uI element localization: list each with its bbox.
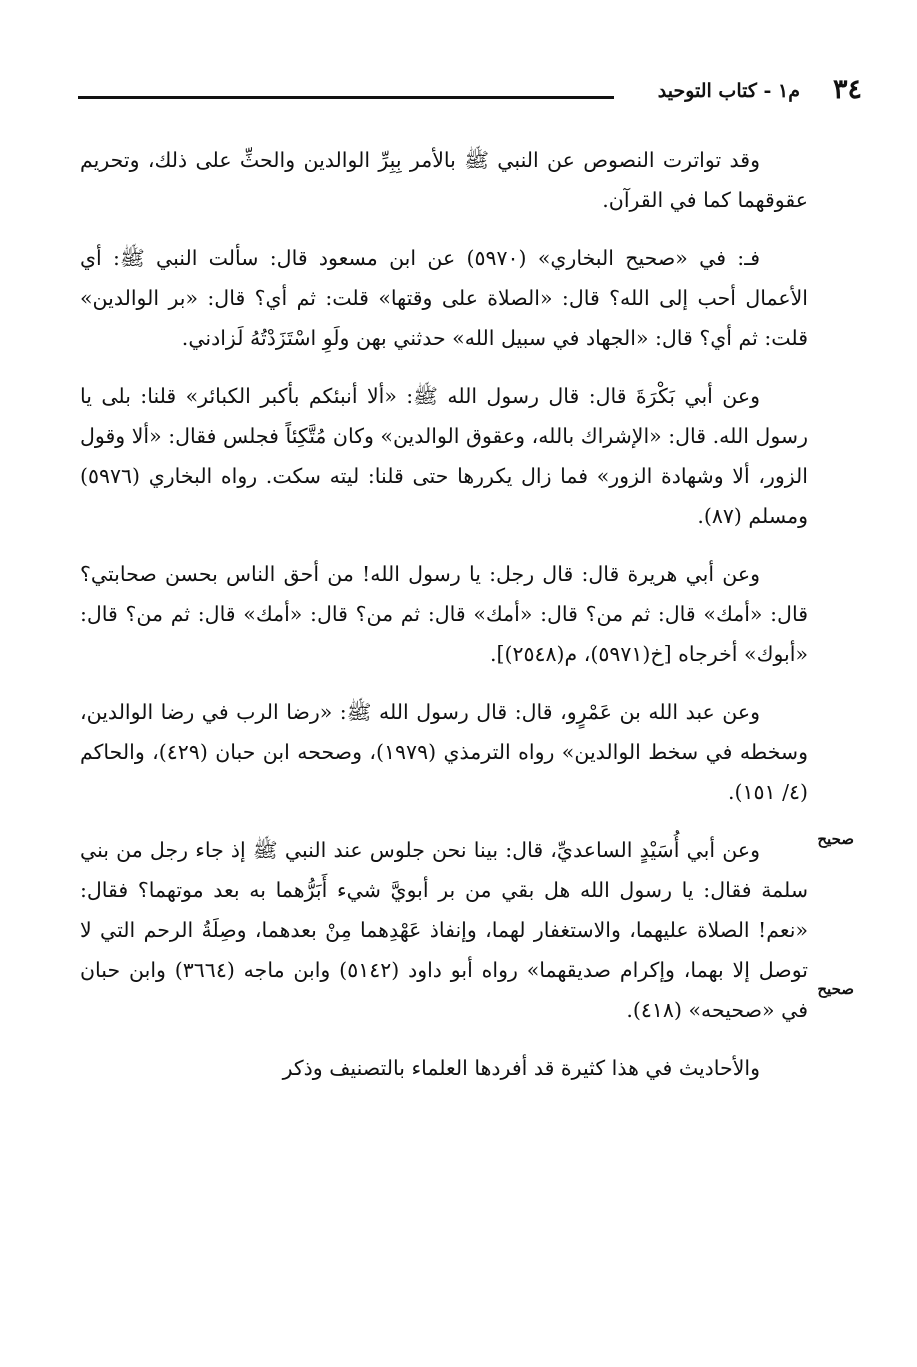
paragraph: فـ: في «صحيح البخاري» (٥٩٧٠) عن ابن مسعود قال: سألت النبي ﷺ: أي الأعمال أحب إلى الله؟ قال: «الصلاة على وقتها» قلت: ثم أي؟ قال: «بر الوالدين» قلت: ثم أي؟ قال: «الجهاد في سبيل الله» حدثني بهن ولَوِ اسْتَزَدْتُهُ لَزادني. xyxy=(80,246,808,350)
running-title: م١ - كتاب التوحيد xyxy=(657,80,800,102)
page-number: ٣٤ xyxy=(832,74,862,105)
paragraph: وعن أبي بَكْرَةَ قال: قال رسول الله ﷺ: «ألا أنبئكم بأكبر الكبائر» قلنا: بلى يا رسول الله. قال: «الإشراك بالله، وعقوق الوالدين» وكان مُتَّكِئاً فجلس فقال: «ألا وقول الزور، ألا وشهادة الزور» فما زال يكررها حتى قلنا: ليته سكت. رواه البخاري (٥٩٧٦) ومسلم (٨٧). xyxy=(80,384,808,528)
page-header xyxy=(78,74,862,114)
paragraph: وعن عبد الله بن عَمْرٍو، قال: قال رسول الله ﷺ: «رضا الرب في رضا الوالدين، وسخطه في سخط الوالدين» رواه الترمذي (١٩٧٩)، وصححه ابن حبان (٤٢٩)، والحاكم (٤/ ١٥١). xyxy=(80,700,809,804)
paragraph: والأحاديث في هذا كثيرة قد أفردها العلماء بالتصنيف وذكر xyxy=(282,1056,760,1080)
page-body xyxy=(80,140,808,1106)
margin-note-sahih: صحيح xyxy=(817,830,854,848)
header-rule xyxy=(78,96,614,99)
paragraph: وعن أبي هريرة قال: قال رجل: يا رسول الله! من أحق الناس بحسن صحابتي؟ قال: «أمك» قال: ثم من؟ قال: «أمك» قال: ثم من؟ قال: «أمك» قال: ثم من؟ قال: «أبوك» أخرجاه [خ(٥٩٧١)، م(٢٥٤٨)]. xyxy=(80,562,808,666)
paragraph: وعن أبي أُسَيْدٍ الساعديِّ، قال: بينا نحن جلوس عند النبي ﷺ إذ جاء رجل من بني سلمة فقال: يا رسول الله هل بقي من بر أبويَّ شيء أَبَرُّهما به بعد موتهما؟ فقال: «نعم! الصلاة عليهما، والاستغفار لهما، وإنفاذ عَهْدِهما مِنْ بعدهما، وصِلَةُ الرحم التي لا توصل إلا بهما، وإكرام صديقهما» رواه أبو داود (٥١٤٢) وابن ماجه (٣٦٦٤) وابن حبان في «صحيحه» (٤١٨). xyxy=(80,838,808,1022)
paragraph: وقد تواترت النصوص عن النبي ﷺ بالأمر بِبِرِّ الوالدين والحثِّ على ذلك، وتحريم عقوقهما كما في القرآن. xyxy=(80,148,808,212)
margin-note-sahih: صحيح xyxy=(817,980,854,998)
